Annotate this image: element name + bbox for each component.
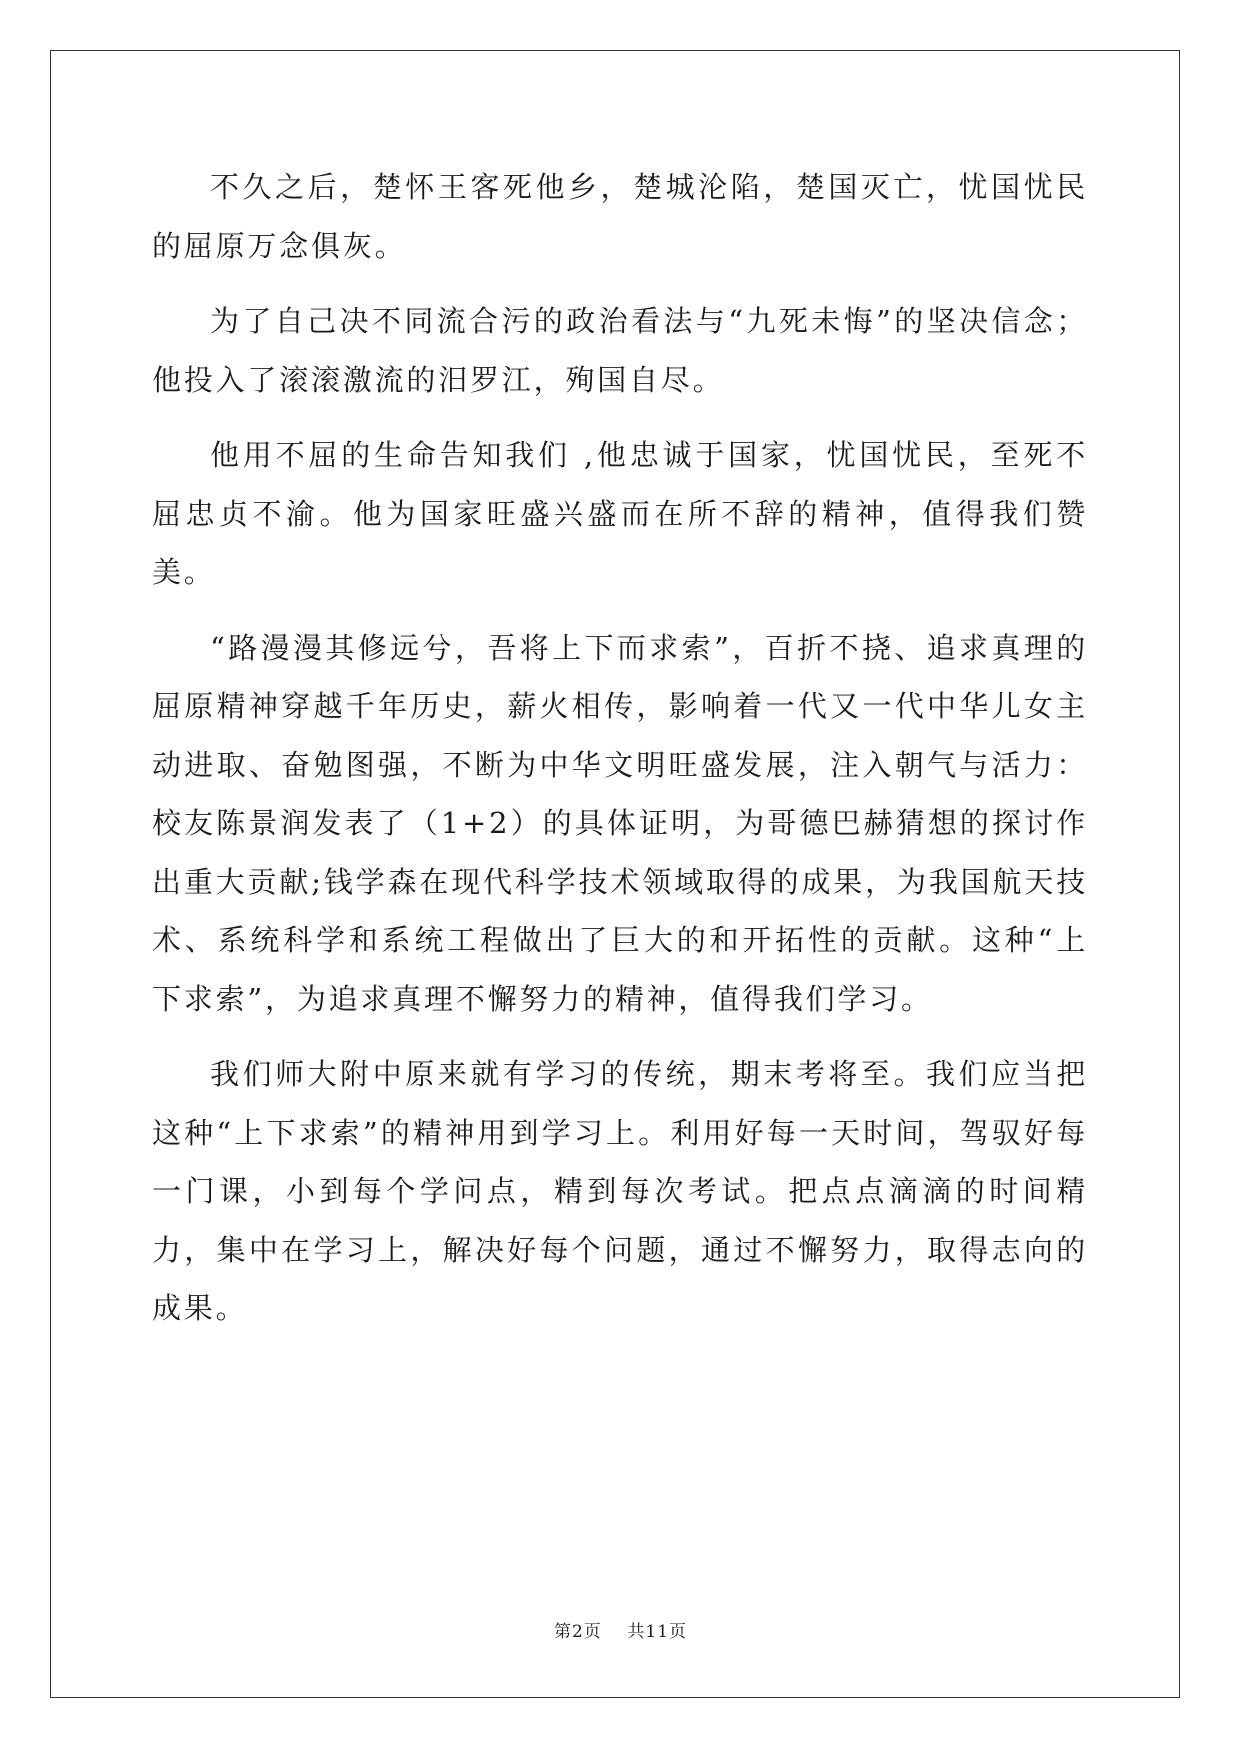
paragraph-4: “路漫漫其修远兮，吾将上下而求索”，百折不挠、追求真理的屈原精神穿越千年历史，薪火相传，影响着一代又一代中华儿女主动进取、奋勉图强，不断为中华文明旺盛发展，注入朝气与活力：校友陈景润发表了（1+2）的具体证明，为哥德巴赫猜想的探讨作出重大贡献;钱学森在现代科学技术领域取得的成果，为我国航天技术、系统科学和系统工程做出了巨大的和开拓性的贡献。这种“上下求索”，为追求真理不懈努力的精神，值得我们学习。 [152,630,1088,1016]
paragraph-3: 他用不屈的生命告知我们 ,他忠诚于国家，忧国忧民，至死不屈忠贞不渝。他为国家旺盛兴盛而在所不辞的精神，值得我们赞美。 [152,438,1088,589]
document-body [152,158,1088,1355]
paragraph-1: 不久之后，楚怀王客死他乡，楚城沦陷，楚国灭亡，忧国忧民的屈原万念俱灰。 [152,170,1088,263]
page-footer [0,1617,1241,1642]
page-number: 第2页 [553,1622,602,1642]
paragraph-2: 为了自己决不同流合污的政治看法与“九死未悔”的坚决信念；他投入了滚滚激流的汨罗江，殉国自尽。 [152,304,1088,397]
page-total: 共11页 [627,1622,688,1642]
paragraph-5: 我们师大附中原来就有学习的传统，期末考将至。我们应当把这种“上下求索”的精神用到学习上。利用好每一天时间，驾驭好每一门课，小到每个学问点，精到每次考试。把点点滴滴的时间精力，集中在学习上，解决好每个问题，通过不懈努力，取得志向的成果。 [152,1057,1088,1325]
